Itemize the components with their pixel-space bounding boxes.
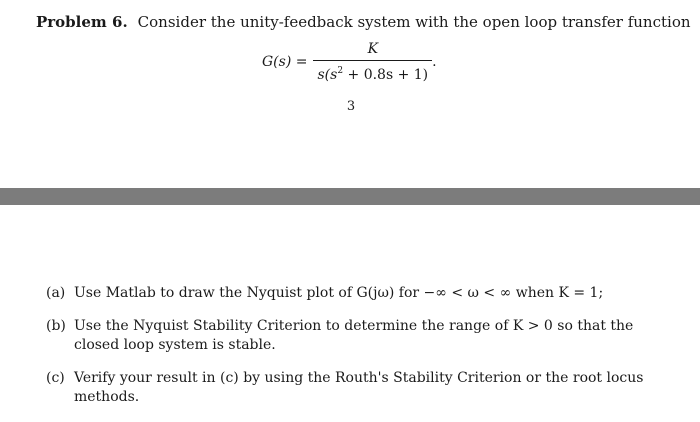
page-break-bar	[0, 188, 700, 205]
formula-terminator: .	[432, 54, 437, 70]
problem-statement	[36, 13, 691, 31]
page-number: 3	[346, 99, 356, 114]
part-a-text: Use Matlab to draw the Nyquist plot of G(jω) for −∞ < ω < ∞ when K = 1;	[74, 285, 604, 301]
part-c-label: (c)	[46, 370, 65, 386]
formula-numerator: K	[367, 40, 379, 57]
formula-denominator	[313, 60, 432, 84]
part-b-label: (b)	[46, 318, 66, 334]
formula-fraction	[313, 41, 432, 84]
problem-intro: Consider the unity-feedback system with the open loop transfer function	[137, 13, 691, 31]
part-b	[46, 317, 671, 355]
part-c	[46, 369, 671, 407]
denominator-exponent: 2	[337, 65, 344, 76]
problem-parts	[46, 284, 671, 421]
part-c-text: Verify your result in (c) by using the Routh's Stability Criterion or the root locus methods.	[74, 370, 644, 405]
transfer-function-formula	[262, 39, 437, 85]
part-a-label: (a)	[46, 285, 66, 301]
denominator-rest: + 0.8s + 1)	[343, 66, 429, 83]
formula-lhs: G(s) =	[262, 54, 308, 70]
part-a	[46, 284, 671, 303]
denominator-base: s(s	[317, 66, 338, 83]
part-b-text: Use the Nyquist Stability Criterion to determine the range of K > 0 so that the closed loop system is stable.	[74, 318, 634, 353]
problem-heading: Problem 6.	[36, 13, 128, 31]
